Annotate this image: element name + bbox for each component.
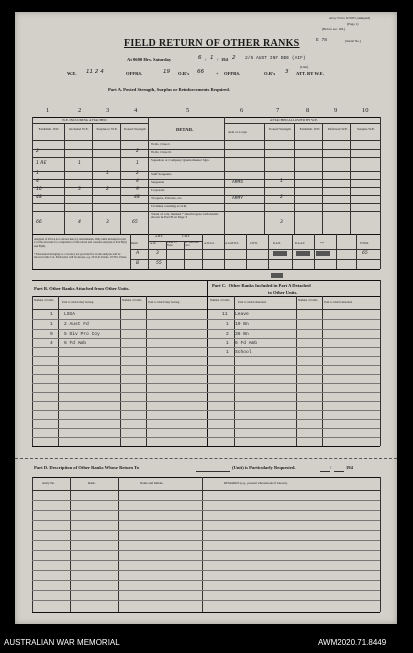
col-number-10: 10: [362, 107, 369, 114]
detail-civilians: Civilians counting as O.R.: [151, 204, 187, 208]
row3-establish: 1 RE: [36, 161, 47, 166]
col-header-establish-att: Establish. W.E.: [299, 127, 321, 131]
part-b-row2-unit: 2 Aust Fd: [64, 322, 89, 327]
ors-value: 66: [197, 69, 205, 75]
row7-posted-att: 2: [280, 195, 283, 200]
row4-establish: 1: [36, 171, 39, 176]
serial-number-value: E 78: [316, 38, 328, 43]
total-posted: 65: [132, 220, 138, 225]
col-header-included: Included W.E.: [69, 127, 89, 131]
part-b-title: Part B. Other Ranks Attached from Other Units.: [34, 286, 130, 291]
row3-included: 1: [78, 161, 81, 166]
analysis-header-ran: R.A.N.: [273, 242, 282, 245]
detail-wo-class-1: W.Os. Class I.: [151, 142, 171, 146]
col-header-deficient: Deficient W.E.: [327, 127, 349, 131]
date-month: 1: [210, 55, 214, 61]
offrs-value: 19: [163, 69, 171, 75]
col-number-4: 4: [134, 107, 138, 114]
year-digit: 2: [232, 55, 236, 61]
col-number-3: 3: [106, 107, 110, 114]
stamp-mark: [316, 251, 330, 256]
analysis-text: Analysis of Part A is to shown here by Attachments. Only units included in part 2 of the structure for completion of this return and consists analysis of Part B(ii) and B(iii).: [34, 237, 127, 248]
part-d-title: Part D. Description of Other Ranks Whose Return To: [34, 465, 140, 470]
detail-sergeants: Sergeants: [151, 180, 165, 184]
row5-posted-att: 1: [280, 179, 283, 184]
row6-surplus: 2: [106, 187, 109, 192]
analysis-note: * Personnel belonging to a vacancy not provided for in the analysis will be shown in this Col. Particulars will be shown, e.g. 20 O.R. Points, 10 H.S. Plates.: [34, 252, 127, 260]
analysis-header-aamws: A.A.M.W.S.: [225, 242, 239, 245]
analysis-header-other: ***: [320, 242, 325, 245]
col-header-establish: Establish. W.E.: [38, 127, 60, 131]
row3-posted: 1: [136, 161, 139, 166]
unit-label: (Unit): [300, 65, 309, 69]
col-number-7: 7: [276, 107, 280, 114]
detail-totals: Totals of cols. marked * should agree with details shown in Part B on Page 3: [151, 212, 219, 220]
part-c-row1-num: 11: [222, 312, 228, 317]
analysis-header-total: TOTAL: [360, 242, 369, 245]
analysis-header-awas: A.W.A.S.: [204, 242, 215, 245]
analysis-header-aif: A.I.F.: [150, 242, 157, 245]
serial-number-label: (Serial No.): [345, 39, 362, 43]
analysis-header-raaf: R.A.A.F.: [295, 242, 306, 245]
detail-troopers: Troopers, Privates, etc.: [151, 196, 183, 200]
part-b-row3-num: 9: [50, 332, 53, 337]
part-b-row1-unit: LSGA: [64, 312, 76, 317]
form-title: FIELD RETURN OF OTHER RANKS: [124, 38, 300, 49]
row2-establish: 2: [36, 149, 39, 154]
row6-posted: 9: [136, 187, 139, 192]
part-c-row1-unit: Leave: [235, 312, 249, 317]
row5-posted: 4: [136, 179, 139, 184]
stamp-mark: [296, 251, 310, 256]
unit-name: 2/6 AUST INF BDE (AIF): [245, 56, 306, 61]
date-day: 6: [198, 55, 202, 61]
part-d-title-mid: (Unit) is Particularly Requested.: [232, 465, 296, 470]
detail-corporals: Corporals: [151, 188, 165, 192]
part-c-row4-num: 1: [226, 341, 229, 346]
row6-establish: 10: [36, 187, 42, 192]
row5-establish: 4: [36, 179, 39, 184]
part-b-header-unit: Unit to which they belong: [62, 300, 94, 304]
col-header-detail: DETAIL: [176, 127, 194, 132]
col-number-5: 5: [186, 107, 190, 114]
col-number-2: 2: [78, 107, 82, 114]
att-value: 3: [285, 69, 289, 75]
col-header-arm: Arm or Corps: [228, 130, 247, 134]
part-c-row2-num: 1: [226, 322, 229, 327]
part-c-row5-num: 1: [226, 350, 229, 355]
part-c-row3-num: 2: [226, 332, 229, 337]
detail-staff-sergeants: Staff Sergeants: [151, 172, 172, 176]
detail-cqms: Squadron or Company Quartermaster Sgts.: [151, 158, 210, 162]
analysis-row-b-label: B: [136, 261, 140, 266]
part-b-header-unit-2: Unit to which they belong: [148, 300, 180, 304]
row7-establish: 48: [36, 195, 42, 200]
analysis-header-detail: Detail: [131, 242, 138, 245]
analysis-header-civil: CIVIL: [250, 242, 258, 245]
analysis-group-amf: A.M.F.: [155, 235, 163, 238]
col-header-posted-att: Posted Strength: [269, 127, 291, 131]
stamp-mark: [271, 273, 283, 278]
we-label: W.E.: [67, 71, 77, 76]
total-included: 4: [78, 220, 81, 225]
footer-accession-number: AWM2020.71.8449: [318, 638, 387, 647]
total-establish: 66: [36, 220, 42, 225]
detail-wo-class-2: W.Os. Class II.: [151, 150, 172, 154]
at-hours-label: At 0600 Hrs. Saturday: [127, 57, 172, 62]
row4-surplus: 1: [106, 171, 109, 176]
analysis-header-over21: 21 Years and over: [185, 241, 199, 247]
part-c-header-num: Number of O.Rs.: [210, 298, 230, 302]
part-d-title-end: 194: [346, 465, 353, 470]
group-header-right: ATTACHED ALLOWED BY W.E.: [270, 118, 318, 122]
col-header-surplus-att: Surplus W.E.: [357, 127, 375, 131]
analysis-group-cmf: C.M.F.: [182, 235, 190, 238]
part-b-header-num-2: Number of O.Rs.: [122, 298, 142, 302]
document-page: [15, 12, 397, 624]
col-number-8: 8: [306, 107, 310, 114]
part-c-row2-unit: 19 Bn: [235, 322, 249, 327]
page-label: (Page 1): [347, 22, 359, 26]
row6-included: 3: [78, 187, 81, 192]
row7-posted: 48: [134, 195, 140, 200]
part-b-header-num: Number of O.Rs.: [34, 298, 54, 302]
part-c-title-line2: to Other Units.: [268, 290, 298, 295]
part-a-title: Part A. Posted Strength, Surplus or Reinforcements Required.: [108, 87, 230, 92]
part-b-row4-num: 4: [50, 341, 53, 346]
total-posted-att: 3: [280, 220, 283, 225]
part-c-header-unit-2: Unit to which detached: [324, 300, 352, 304]
analysis-row-a-label: A: [136, 251, 140, 256]
col-header-surplus: Surplus to W.E.: [96, 127, 118, 131]
row7-arm: ARMY: [232, 196, 244, 201]
part-d-header-remarks: REMARKS (e.g., present whereabouts if known).: [224, 481, 288, 485]
analysis-row-a-aif: 3: [156, 251, 159, 256]
part-d-header-rank: Rank.: [88, 481, 96, 485]
row5-arm: ARMS: [232, 180, 244, 185]
total-surplus: 3: [106, 220, 109, 225]
army-form-label: Army Form W.3003 (Adapted): [329, 16, 371, 20]
col-number-9: 9: [334, 107, 338, 114]
col-header-posted: Posted Strength: [124, 127, 146, 131]
part-c-row4-unit: 6 Fd Amb: [235, 341, 258, 346]
form-reference: (Below sec. 9/6.): [322, 27, 346, 31]
part-c-title-line1: Part C. Other Ranks Included in Part A Detached: [212, 283, 311, 288]
part-c-row3-unit: 36 Bn: [235, 332, 249, 337]
perforation-line: [15, 458, 397, 459]
analysis-header-under21: Under 21 Years: [167, 241, 177, 247]
col-number-6: 6: [240, 107, 244, 114]
we-value: 11 2 4: [86, 69, 104, 75]
part-b-row4-unit: 6 Fd Amb: [64, 341, 87, 346]
group-header-left: W.E. INCLUDING ATTACHED: [62, 118, 107, 122]
part-c-row5-unit: School: [235, 350, 252, 355]
part-c-header-num-2: Number of O.Rs.: [298, 298, 318, 302]
row4-posted: 2: [136, 171, 139, 176]
part-d-header-name: Name and Initials.: [140, 481, 164, 485]
offrs-label: OFFRS.: [126, 71, 143, 76]
analysis-row-b-aif: 55: [156, 261, 162, 266]
part-c-header-unit: Unit to which detached: [238, 300, 266, 304]
att-label: ATT. BY W.E.: [296, 71, 324, 76]
part-b-row1-num: 1: [50, 312, 53, 317]
ors2-label: O.R's: [264, 71, 276, 76]
part-b-row3-unit: 5 Div Pro Coy: [64, 332, 100, 337]
row2-posted: 2: [136, 149, 139, 154]
year-prefix: 194: [221, 57, 228, 62]
offrs2-label: OFFRS.: [224, 71, 241, 76]
part-b-row2-num: 1: [50, 322, 53, 327]
stamp-mark: [273, 251, 287, 256]
col-number-1: 1: [46, 107, 50, 114]
footer-credit: AUSTRALIAN WAR MEMORIAL: [4, 638, 120, 647]
part-d-header-army-no: Army No.: [42, 481, 55, 485]
ors-label: O.R's: [178, 71, 190, 76]
analysis-row-a-total: 65: [362, 251, 368, 256]
